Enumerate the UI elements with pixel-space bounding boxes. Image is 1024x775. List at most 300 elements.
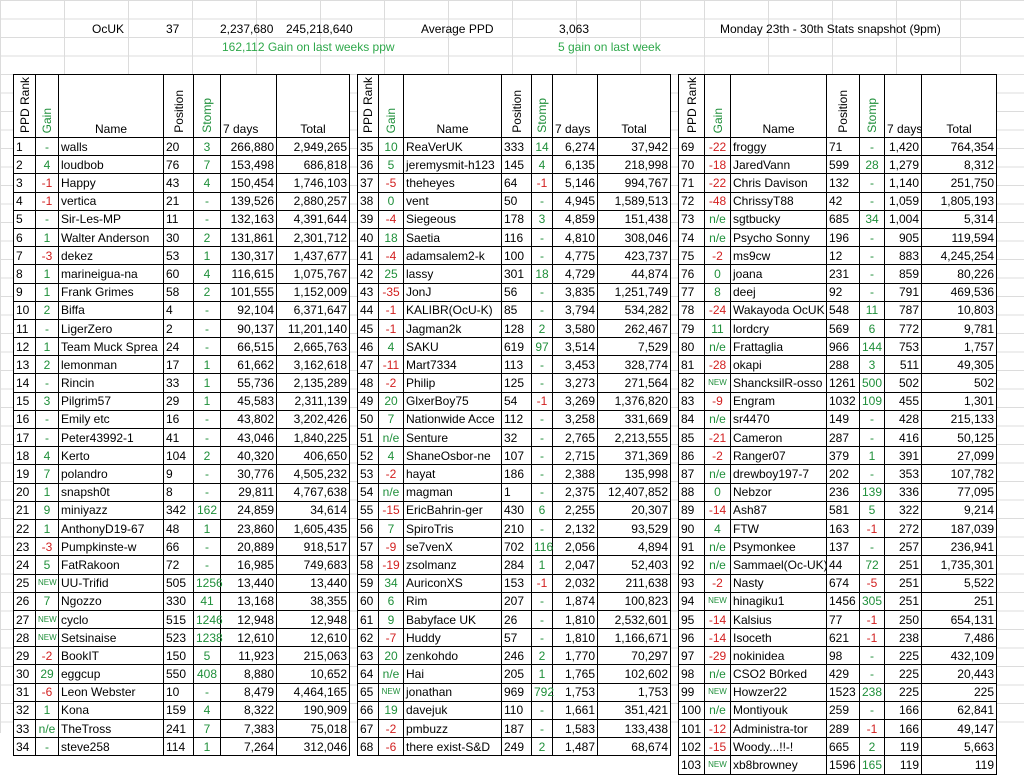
total-cell: 351,421: [598, 701, 671, 719]
table-row: [679, 738, 997, 756]
table-row: [679, 338, 997, 356]
stomp-cell: 6: [860, 319, 885, 337]
name-cell: KALIBR(OcU-K): [404, 301, 502, 319]
name-cell: UU-Trifid: [59, 574, 164, 592]
seven-days-cell: 225: [885, 665, 922, 683]
rank-cell: 32: [14, 701, 36, 719]
rank-cell: 26: [14, 592, 36, 610]
seven-days-cell: 4,775: [553, 247, 598, 265]
seven-days-cell: 132,163: [221, 210, 277, 228]
table-row: [679, 283, 997, 301]
seven-days-cell: 3,580: [553, 319, 598, 337]
position-cell: 66: [164, 538, 194, 556]
table-row: [14, 210, 350, 228]
header-7-days: 7 days: [553, 75, 598, 138]
total-cell: 1,166,671: [598, 629, 671, 647]
stomp-cell: -: [194, 556, 221, 574]
total-cell: 1,757: [922, 338, 997, 356]
name-cell: zsolmanz: [404, 556, 502, 574]
position-cell: 92: [827, 283, 860, 301]
stomp-cell: -: [194, 483, 221, 501]
total-cell: 1,301: [922, 392, 997, 410]
position-cell: 159: [164, 701, 194, 719]
position-cell: 379: [827, 447, 860, 465]
name-cell: Philip: [404, 374, 502, 392]
name-cell: jeremysmit-h123: [404, 156, 502, 174]
table-row: [358, 210, 671, 228]
rank-cell: 36: [358, 156, 379, 174]
header-ppd-rank: PPD Rank: [358, 75, 379, 138]
stomp-cell: -: [532, 192, 553, 210]
name-cell: lemonman: [59, 356, 164, 374]
total-cell: 38,355: [277, 592, 350, 610]
position-cell: 26: [502, 610, 532, 628]
table-row: [679, 720, 997, 738]
gain-cell: -2: [379, 720, 404, 738]
position-cell: 58: [164, 283, 194, 301]
table-row: [358, 283, 671, 301]
position-cell: 550: [164, 665, 194, 683]
stomp-cell: -: [532, 410, 553, 428]
position-cell: 32: [502, 429, 532, 447]
seven-days-cell: 2,056: [553, 538, 598, 556]
rank-cell: 93: [679, 574, 705, 592]
stomp-cell: -: [860, 138, 885, 156]
stomp-cell: 11: [860, 301, 885, 319]
total-cell: 1,805,193: [922, 192, 997, 210]
stomp-cell: -: [194, 429, 221, 447]
position-cell: 4: [164, 301, 194, 319]
name-cell: Wakayoda OcUK: [731, 301, 827, 319]
stomp-cell: 109: [860, 392, 885, 410]
gain-cell: 9: [379, 610, 404, 628]
total-cell: 1,840,225: [277, 429, 350, 447]
rank-cell: 19: [14, 465, 36, 483]
position-cell: 53: [164, 247, 194, 265]
seven-days-cell: 43,802: [221, 410, 277, 428]
gain-cell: -3: [36, 247, 59, 265]
table-row: [679, 210, 997, 228]
rank-cell: 34: [14, 738, 36, 756]
position-cell: 241: [164, 720, 194, 738]
total-cell: 5,314: [922, 210, 997, 228]
name-cell: Frank Grimes: [59, 283, 164, 301]
total-cell: 764,354: [922, 138, 997, 156]
seven-days-cell: 7,383: [221, 720, 277, 738]
seven-days-cell: 1,810: [553, 629, 598, 647]
gain-cell: -1: [379, 319, 404, 337]
total-cell: 119: [922, 756, 997, 774]
table-row: [358, 665, 671, 683]
stomp-cell: 41: [194, 592, 221, 610]
table-row: [679, 392, 997, 410]
seven-days-cell: 12,948: [221, 610, 277, 628]
position-cell: 246: [502, 647, 532, 665]
position-cell: 10: [164, 683, 194, 701]
total-cell: 20,307: [598, 501, 671, 519]
total-cell: 2,213,555: [598, 429, 671, 447]
name-cell: Emily etc: [59, 410, 164, 428]
position-cell: 54: [502, 392, 532, 410]
stomp-cell: 116: [532, 538, 553, 556]
table-row: [358, 519, 671, 537]
seven-days-cell: 13,168: [221, 592, 277, 610]
rank-cell: 76: [679, 265, 705, 283]
name-cell: Hai: [404, 665, 502, 683]
rank-cell: 33: [14, 720, 36, 738]
gain-average-note: 5 gain on last week: [558, 40, 661, 54]
rank-cell: 99: [679, 683, 705, 701]
rank-cell: 43: [358, 283, 379, 301]
rank-cell: 2: [14, 156, 36, 174]
gain-cell: 1: [36, 338, 59, 356]
gain-cell: 20: [379, 392, 404, 410]
gain-cell: -9: [379, 538, 404, 556]
rank-cell: 25: [14, 574, 36, 592]
gain-cell: -9: [705, 392, 731, 410]
total-cell: 49,147: [922, 720, 997, 738]
seven-days-cell: 1,753: [553, 683, 598, 701]
total-cell: 918,517: [277, 538, 350, 556]
rank-cell: 28: [14, 629, 36, 647]
seven-days-cell: 428: [885, 410, 922, 428]
table-row: [679, 410, 997, 428]
stomp-cell: -: [860, 410, 885, 428]
name-cell: deej: [731, 283, 827, 301]
rank-cell: 58: [358, 556, 379, 574]
seven-days-cell: 2,765: [553, 429, 598, 447]
total-cell: 133,438: [598, 720, 671, 738]
total-cell: 251,750: [922, 174, 997, 192]
gain-cell: n/e: [705, 410, 731, 428]
position-cell: 186: [502, 465, 532, 483]
header-stomp: Stomp: [860, 75, 885, 138]
rank-cell: 92: [679, 556, 705, 574]
total-cell: 1,735,301: [922, 556, 997, 574]
total-cell: 7,529: [598, 338, 671, 356]
position-cell: 1032: [827, 392, 860, 410]
seven-days-cell: 251: [885, 556, 922, 574]
name-cell: Saetia: [404, 228, 502, 246]
gain-cell: 7: [379, 519, 404, 537]
gain-cell: 0: [379, 192, 404, 210]
header-ppd-rank: PPD Rank: [679, 75, 705, 138]
total-cell: 11,201,140: [277, 319, 350, 337]
rank-cell: 29: [14, 647, 36, 665]
name-cell: Isoceth: [731, 629, 827, 647]
seven-days-cell: 1,583: [553, 720, 598, 738]
total-cell: 371,369: [598, 447, 671, 465]
seven-days-cell: 322: [885, 501, 922, 519]
stomp-cell: -: [194, 319, 221, 337]
position-cell: 150: [164, 647, 194, 665]
rank-cell: 46: [358, 338, 379, 356]
seven-days-cell: 119: [885, 756, 922, 774]
stomp-cell: 792: [532, 683, 553, 701]
position-cell: 12: [827, 247, 860, 265]
position-cell: 287: [827, 429, 860, 447]
total-cell: 52,403: [598, 556, 671, 574]
stomp-cell: -: [532, 301, 553, 319]
table-row: [679, 665, 997, 683]
header-gain: Gain: [705, 75, 731, 138]
table-row: [358, 483, 671, 501]
gain-cell: -: [36, 429, 59, 447]
gain-cell: 2: [36, 356, 59, 374]
position-cell: 178: [502, 210, 532, 228]
position-cell: 196: [827, 228, 860, 246]
total-cell: 1,251,749: [598, 283, 671, 301]
table-row: [14, 629, 350, 647]
rank-cell: 55: [358, 501, 379, 519]
gain-cell: NEW: [705, 374, 731, 392]
total-cell: 5,522: [922, 574, 997, 592]
name-cell: nokinidea: [731, 647, 827, 665]
total-cell: 3,202,426: [277, 410, 350, 428]
header-position: Position: [502, 75, 532, 138]
seven-days-cell: 251: [885, 592, 922, 610]
stomp-cell: -: [194, 410, 221, 428]
table-row: [14, 574, 350, 592]
seven-days-cell: 502: [885, 374, 922, 392]
total-cell: 20,443: [922, 665, 997, 683]
total-cell: 4,894: [598, 538, 671, 556]
name-cell: Pumpkinste-w: [59, 538, 164, 556]
table-row: [679, 629, 997, 647]
stomp-cell: -: [532, 629, 553, 647]
total-cell: 9,781: [922, 319, 997, 337]
name-cell: Biffa: [59, 301, 164, 319]
position-cell: 548: [827, 301, 860, 319]
table-row: [358, 556, 671, 574]
stomp-cell: -: [532, 610, 553, 628]
total-cell: 44,874: [598, 265, 671, 283]
name-cell: Pilgrim57: [59, 392, 164, 410]
gain-cell: 1: [36, 483, 59, 501]
position-cell: 702: [502, 538, 532, 556]
rank-cell: 56: [358, 519, 379, 537]
position-cell: 523: [164, 629, 194, 647]
stomp-cell: -: [860, 465, 885, 483]
stomp-cell: 4: [194, 174, 221, 192]
table-row: [679, 319, 997, 337]
total-cell: 135,998: [598, 465, 671, 483]
name-cell: Rincin: [59, 374, 164, 392]
seven-days-cell: 8,479: [221, 683, 277, 701]
seven-days-cell: 16,985: [221, 556, 277, 574]
name-cell: ReaVerUK: [404, 138, 502, 156]
gain-cell: n/e: [36, 720, 59, 738]
position-cell: 8: [164, 483, 194, 501]
table-row: [358, 629, 671, 647]
table-row: [14, 701, 350, 719]
position-cell: 116: [502, 228, 532, 246]
stomp-cell: -: [860, 192, 885, 210]
position-cell: 107: [502, 447, 532, 465]
gain-cell: 4: [379, 338, 404, 356]
table-row: [358, 501, 671, 519]
rank-cell: 98: [679, 665, 705, 683]
position-cell: 149: [827, 410, 860, 428]
table-row: [679, 228, 997, 246]
gain-cell: -18: [705, 156, 731, 174]
seven-days-cell: 238: [885, 629, 922, 647]
stomp-cell: 2: [532, 319, 553, 337]
table-row: [358, 447, 671, 465]
name-cell: miniyazz: [59, 501, 164, 519]
stomp-cell: -: [860, 538, 885, 556]
name-cell: Psycho Sonny: [731, 228, 827, 246]
table-row: [14, 283, 350, 301]
table-row: [14, 720, 350, 738]
gain-cell: n/e: [705, 338, 731, 356]
rank-cell: 31: [14, 683, 36, 701]
rank-cell: 103: [679, 756, 705, 774]
stomp-cell: -: [532, 429, 553, 447]
position-cell: 301: [502, 265, 532, 283]
seven-days-cell: 1,661: [553, 701, 598, 719]
stomp-cell: 5: [860, 501, 885, 519]
gain-ppw-note: 162,112 Gain on last weeks ppw: [222, 40, 395, 54]
seven-days-cell: 1,004: [885, 210, 922, 228]
gain-cell: n/e: [705, 701, 731, 719]
total-cell: 3,162,618: [277, 356, 350, 374]
table-row: [14, 356, 350, 374]
stomp-cell: -: [860, 701, 885, 719]
position-cell: 515: [164, 610, 194, 628]
position-cell: 57: [502, 629, 532, 647]
gain-cell: -48: [705, 192, 731, 210]
table-row: [358, 174, 671, 192]
stomp-cell: 144: [860, 338, 885, 356]
total-cell: 469,536: [922, 283, 997, 301]
total-cell: 7,486: [922, 629, 997, 647]
position-cell: 110: [502, 701, 532, 719]
header-gain: Gain: [379, 75, 404, 138]
name-cell: Peter43992-1: [59, 429, 164, 447]
table-row: [14, 683, 350, 701]
header-gain: Gain: [36, 75, 59, 138]
name-cell: lordcry: [731, 319, 827, 337]
table-row: [358, 720, 671, 738]
position-cell: 289: [827, 720, 860, 738]
seven-days-cell: 8,880: [221, 665, 277, 683]
seven-days-cell: 166: [885, 720, 922, 738]
gain-cell: 8: [705, 283, 731, 301]
seven-days-cell: 116,615: [221, 265, 277, 283]
gain-cell: -: [36, 138, 59, 156]
gain-cell: n/e: [705, 556, 731, 574]
seven-days-cell: 101,555: [221, 283, 277, 301]
stomp-cell: 3: [860, 356, 885, 374]
seven-days-cell: 20,889: [221, 538, 277, 556]
gain-cell: -35: [379, 283, 404, 301]
table-row: [679, 483, 997, 501]
gain-cell: 19: [379, 701, 404, 719]
position-cell: 64: [502, 174, 532, 192]
table-row: [14, 301, 350, 319]
table-row: [14, 738, 350, 756]
name-cell: joana: [731, 265, 827, 283]
table-row: [679, 519, 997, 537]
stats-table-3: [678, 74, 997, 775]
position-cell: 619: [502, 338, 532, 356]
seven-days-cell: 166: [885, 701, 922, 719]
seven-days-cell: 3,794: [553, 301, 598, 319]
position-cell: 569: [827, 319, 860, 337]
name-cell: TheTross: [59, 720, 164, 738]
table-row: [358, 465, 671, 483]
name-cell: CSO2 B0rked: [731, 665, 827, 683]
gain-cell: -: [36, 210, 59, 228]
seven-days-cell: 119: [885, 738, 922, 756]
name-cell: ShancksilR-osso: [731, 374, 827, 392]
rank-cell: 10: [14, 301, 36, 319]
table-row: [679, 647, 997, 665]
gain-cell: n/e: [705, 538, 731, 556]
gain-cell: NEW: [379, 683, 404, 701]
position-cell: 60: [164, 265, 194, 283]
stomp-cell: 165: [860, 756, 885, 774]
table-row: [14, 592, 350, 610]
rank-cell: 39: [358, 210, 379, 228]
total-cell: 423,737: [598, 247, 671, 265]
rank-cell: 72: [679, 192, 705, 210]
header-name: Name: [731, 75, 827, 138]
seven-days-cell: 1,765: [553, 665, 598, 683]
stomp-cell: -: [532, 374, 553, 392]
rank-cell: 45: [358, 319, 379, 337]
rank-cell: 88: [679, 483, 705, 501]
gain-cell: -2: [705, 247, 731, 265]
position-cell: 20: [164, 138, 194, 156]
position-cell: 98: [827, 647, 860, 665]
total-cell: 2,532,601: [598, 610, 671, 628]
table-row: [679, 701, 997, 719]
total-cell: 236,941: [922, 538, 997, 556]
stomp-cell: -: [532, 228, 553, 246]
total-cell: 68,674: [598, 738, 671, 756]
seven-days-cell: 455: [885, 392, 922, 410]
rank-cell: 96: [679, 629, 705, 647]
rank-cell: 40: [358, 228, 379, 246]
table-row: [358, 647, 671, 665]
rank-cell: 64: [358, 665, 379, 683]
total-cell: 6,371,647: [277, 301, 350, 319]
rank-cell: 21: [14, 501, 36, 519]
gain-cell: NEW: [705, 683, 731, 701]
stomp-cell: 3: [532, 210, 553, 228]
gain-cell: -21: [705, 429, 731, 447]
stomp-cell: -: [532, 519, 553, 537]
name-cell: Nebzor: [731, 483, 827, 501]
gain-cell: -24: [705, 301, 731, 319]
gain-cell: -: [36, 738, 59, 756]
stomp-cell: 3: [194, 138, 221, 156]
name-cell: Kalsius: [731, 610, 827, 628]
stomp-cell: -1: [860, 720, 885, 738]
name-cell: pmbuzz: [404, 720, 502, 738]
gain-cell: 4: [379, 447, 404, 465]
gain-cell: 29: [36, 665, 59, 683]
rank-cell: 17: [14, 429, 36, 447]
rank-cell: 16: [14, 410, 36, 428]
name-cell: sr4470: [731, 410, 827, 428]
seven-days-cell: 7,264: [221, 738, 277, 756]
position-cell: 1523: [827, 683, 860, 701]
stomp-cell: 408: [194, 665, 221, 683]
seven-days-cell: 2,032: [553, 574, 598, 592]
